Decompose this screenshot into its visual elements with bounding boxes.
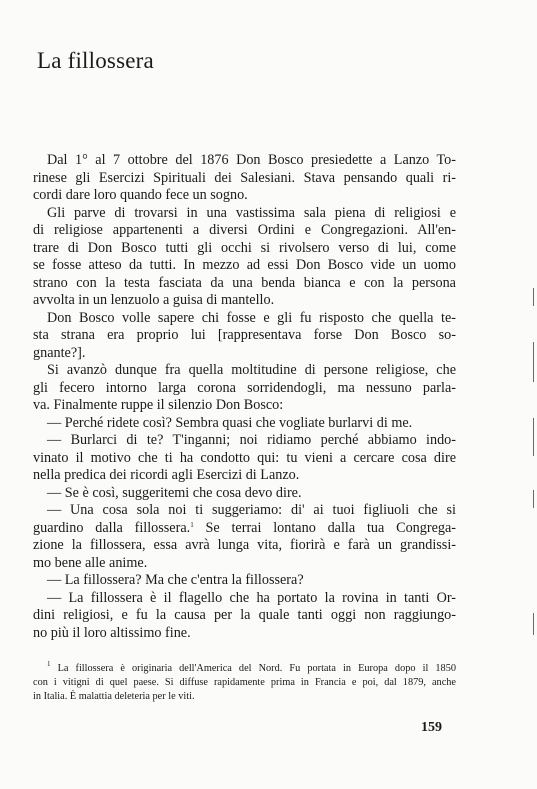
text-line: sta strana era proprio lui [rappresentava forse Don Bosco so-: [33, 327, 456, 343]
footnote-marker: 1: [47, 660, 51, 668]
footnote-line: con i vitigni di quel paese. Si diffuse rapidamente prima in Francia e poi, dal 1879, anche: [33, 677, 456, 689]
text-line: mo bene alle anime.: [33, 554, 148, 571]
text-line: — Burlarci di te? T'inganni; noi ridiamo perché abbiamo indo-: [47, 432, 456, 448]
footnote-line: in Italia. È malattia deleteria per le viti.: [33, 691, 195, 703]
footnote-line: $^1$ La fillossera è originaria dell'America del Nord. Fu portata in Europa dopo il 1850: [47, 660, 456, 674]
text-line: nella predica dei ricordi agli Esercizi di Lanzo.: [33, 467, 300, 483]
text-line: guardino dalla fillossera.$^1$ Se terrai lontano dalla tua Congrega-: [33, 519, 456, 536]
text-line: strano con la testa fasciata da una benda bianca e con la persona: [33, 274, 456, 291]
text-line: vinato il motivo che ti ha condotto qui: tu vieni a cercare cosa dire: [33, 449, 456, 466]
text-line: cordi dare loro quando fece un sogno.: [33, 187, 248, 203]
text-line: — Una cosa sola noi ti suggeriamo: di' ai tuoi figliuoli che si: [47, 502, 456, 518]
text-line: zione la fillossera, essa avrà lunga vita, fiorirà e farà un grandissi-: [33, 537, 456, 553]
margin-mark: [533, 613, 534, 635]
margin-mark: [533, 418, 534, 456]
text-line: Gli parve di trovarsi in una vastissima sala piena di religiosi e: [47, 204, 456, 221]
text-line: Dal 1° al 7 ottobre del 1876 Don Bosco presiedette a Lanzo To-: [47, 152, 456, 168]
text-line: dini religiosi, e fu la causa per la quale tanti oggi non raggiungo-: [33, 607, 456, 623]
page-number: 159: [421, 720, 442, 735]
text-line: rinese gli Esercizi Spirituali dei Salesiani. Stava pensando quali ri-: [33, 169, 456, 186]
text-line: gli fecero intorno larga corona sorridendogli, ma nessuno parla-: [33, 379, 456, 396]
margin-mark: [533, 490, 534, 508]
text-line: va. Finalmente ruppe il silenzio Don Bosco:: [33, 397, 284, 413]
margin-mark: [533, 288, 534, 306]
body-text: [33, 152, 456, 642]
footnote-reference: 1: [190, 520, 194, 529]
text-line: avvolta in un lenzuolo a guisa di mantello.: [33, 292, 275, 308]
text-line: — La fillossera è il flagello che ha portato la rovina in tanti Or-: [47, 589, 456, 606]
text-line: no più il loro altissimo fine.: [33, 624, 191, 641]
text-line: gnante?].: [33, 344, 86, 361]
text-line: trare di Don Bosco tutti gli occhi si rivolsero verso di lui, come: [33, 239, 456, 256]
text-line: di religiose appartenenti a diversi Ordini e Congregazioni. All'en-: [33, 222, 456, 238]
text-line: — Perché ridete così? Sembra quasi che vogliate burlarvi di me.: [47, 414, 413, 431]
margin-mark: [533, 342, 534, 382]
text-line: Si avanzò dunque fra quella moltitudine di persone religiose, che: [47, 362, 456, 378]
text-line: — La fillossera? Ma che c'entra la fillossera?: [47, 572, 304, 588]
text-line: se fosse atteso da tutti. In mezzo ad essi Don Bosco vide un uomo: [33, 257, 456, 273]
footnotes: [33, 662, 456, 705]
text-line: Don Bosco volle sapere chi fosse e gli fu risposto che quella te-: [47, 309, 456, 326]
page-title: La fillossera: [37, 48, 154, 73]
text-line: — Se è così, suggeritemi che cosa devo dire.: [47, 484, 302, 501]
